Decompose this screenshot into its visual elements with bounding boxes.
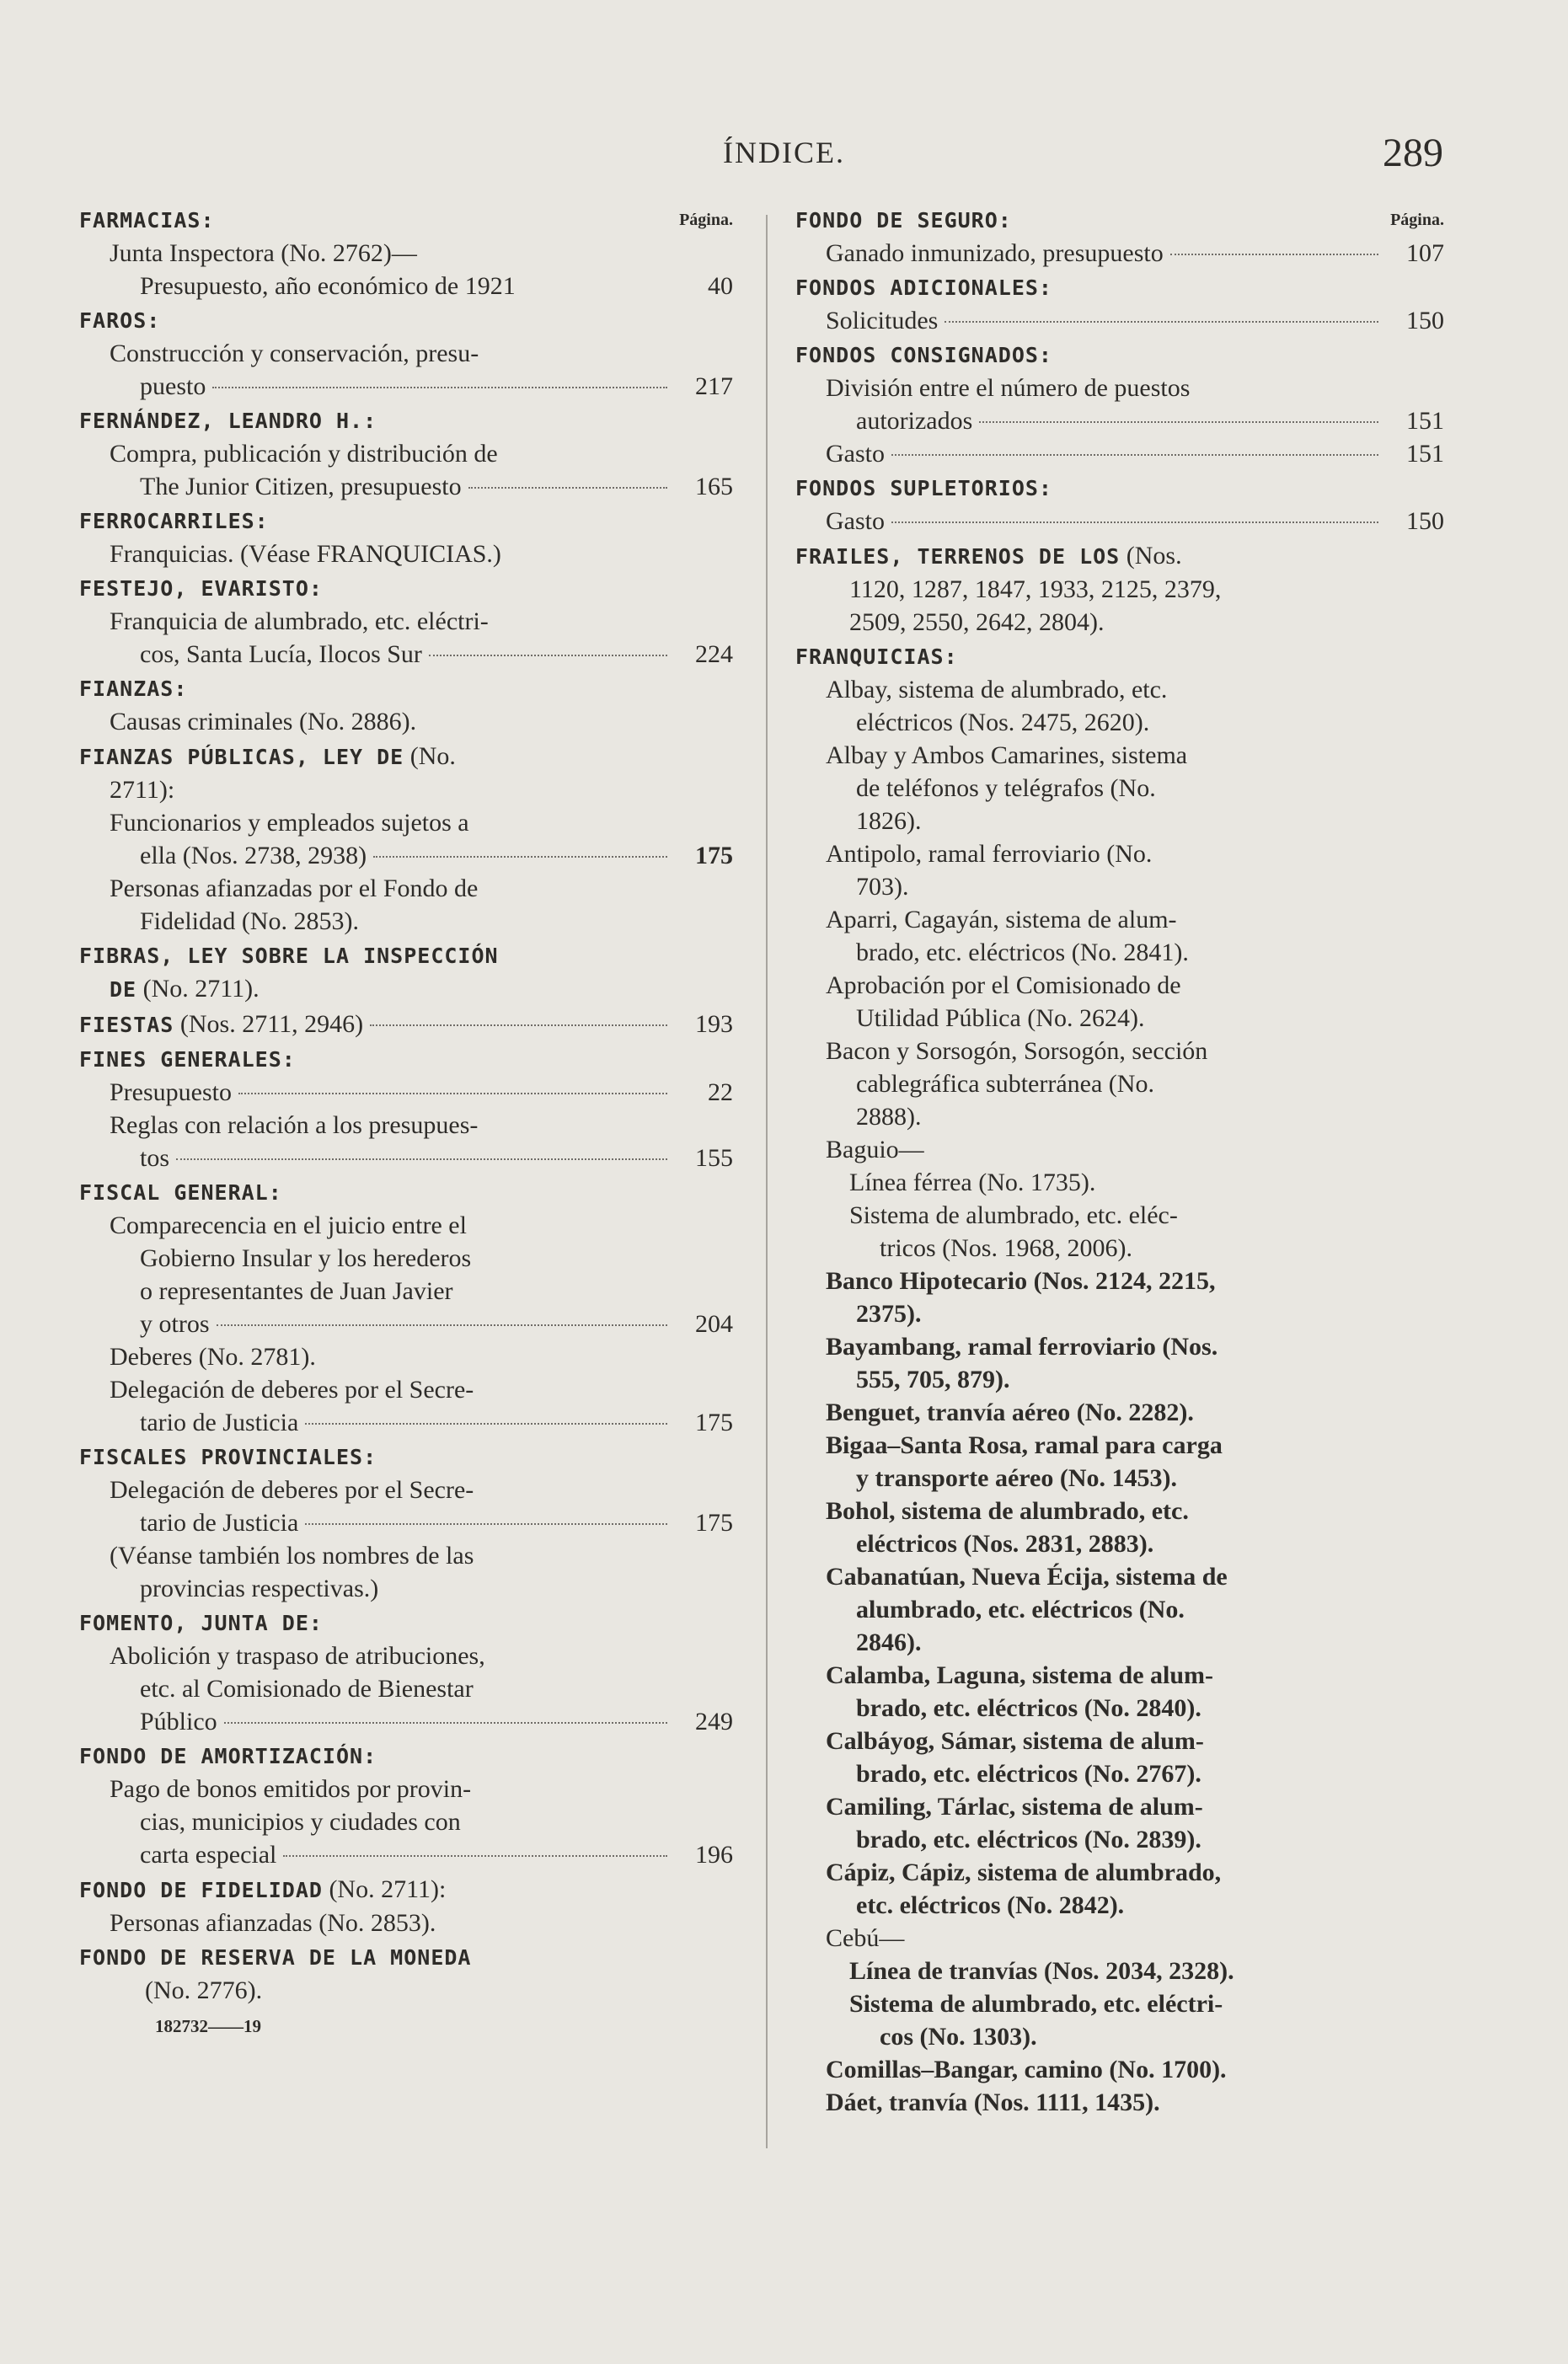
entry-heading: FESTEJO, EVARISTO: <box>79 576 323 601</box>
list-item <box>795 2053 1444 2086</box>
entry-heading: FOMENTO, JUNTA DE: <box>79 1611 323 1635</box>
entry-line: Albay, sistema de alumbrado, etc. <box>826 676 1168 703</box>
entry-line: eléctricos (Nos. 2831, 2883). <box>856 1530 1154 1558</box>
entry-line: Bayambang, ramal ferroviario (Nos. <box>826 1333 1218 1361</box>
list-item <box>795 1659 1444 1725</box>
entry-farmacias <box>79 204 733 302</box>
entry-line: Cebú— <box>826 1924 905 1952</box>
entry-line: Aparri, Cagayán, sistema de alum- <box>826 906 1177 933</box>
entry-heading: FARMACIAS: <box>79 208 215 233</box>
entry-line: Personas afianzadas (No. 2853). <box>110 1909 436 1937</box>
entry-heading: FIANZAS PÚBLICAS, LEY DE (No. <box>79 742 456 770</box>
entry-line: Junta Inspectora (No. 2762)— <box>110 239 417 267</box>
entry-franquicias <box>795 640 1444 2119</box>
entry-line: cos, Santa Lucía, Ilocos Sur 224 <box>140 640 733 668</box>
entry-line: ella (Nos. 2738, 2938) 175 <box>140 842 733 869</box>
entry-line: tos 155 <box>140 1144 733 1172</box>
entry-line: Bacon y Sorsogón, Sorsogón, sección <box>826 1037 1208 1065</box>
list-item <box>795 739 1444 837</box>
entry-line: 555, 705, 879). <box>856 1366 1010 1393</box>
entry-line: Delegación de deberes por el Secre- <box>110 1476 474 1504</box>
entry-line: 1120, 1287, 1847, 1933, 2125, 2379, <box>849 575 1222 603</box>
entry-line: Causas criminales (No. 2886). <box>110 708 417 735</box>
entry-fiscal-general <box>79 1176 733 1439</box>
baguio-list <box>795 1166 1444 1265</box>
entry-line: y transporte aéreo (No. 1453). <box>856 1464 1178 1492</box>
entry-fianzas-publicas <box>79 740 733 938</box>
entry-line: Calbáyog, Sámar, sistema de alum- <box>826 1727 1204 1755</box>
entry-line: eléctricos (Nos. 2475, 2620). <box>856 709 1150 736</box>
entry-line: (Véanse también los nombres de las <box>110 1542 474 1570</box>
entry-line: Gasto 151 <box>826 440 1444 468</box>
entry-heading: FINES GENERALES: <box>79 1047 296 1072</box>
entry-heading: FONDOS SUPLETORIOS: <box>795 476 1052 500</box>
entry-line: Presupuesto, año económico de 1921 40 <box>140 272 733 300</box>
list-item <box>795 969 1444 1035</box>
list-item <box>795 1199 1444 1265</box>
cebu-list <box>795 1955 1444 2053</box>
entry-heading: FONDO DE RESERVA DE LA MONEDA <box>79 1945 472 1970</box>
list-item <box>795 673 1444 739</box>
entry-heading: FONDOS CONSIGNADOS: <box>795 343 1052 367</box>
entry-line: Gobierno Insular y los herederos <box>140 1244 472 1272</box>
entry-line: Bigaa–Santa Rosa, ramal para carga <box>826 1431 1223 1459</box>
entry-line: Benguet, tranvía aéreo (No. 2282). <box>826 1399 1194 1426</box>
entry-line: Cápiz, Cápiz, sistema de alumbrado, <box>826 1859 1222 1886</box>
left-column <box>79 204 733 2043</box>
entry-line: etc. al Comisionado de Bienestar <box>140 1675 474 1703</box>
entry-line: Comparecencia en el juicio entre el <box>110 1211 467 1239</box>
entry-fondos-supletorios <box>795 472 1444 538</box>
entry-line: Gasto 150 <box>826 507 1444 535</box>
entry-line: o representantes de Juan Javier <box>140 1277 453 1305</box>
entry-line: Antipolo, ramal ferroviario (No. <box>826 840 1153 868</box>
list-item <box>795 1166 1444 1199</box>
list-item <box>795 1495 1444 1560</box>
entry-line: (No. 2776). <box>145 1976 263 2004</box>
entry-line: Bohol, sistema de alumbrado, etc. <box>826 1497 1189 1525</box>
entry-heading: FISCAL GENERAL: <box>79 1180 282 1205</box>
entry-line: Delegación de deberes por el Secre- <box>110 1376 474 1404</box>
entry-ferrocarriles <box>79 505 733 570</box>
entry-line: Comillas–Bangar, camino (No. 1700). <box>826 2056 1227 2083</box>
entry-line: Camiling, Tárlac, sistema de alum- <box>826 1793 1203 1821</box>
entry-line: cablegráfica subterránea (No. <box>856 1070 1154 1098</box>
list-item <box>795 2086 1444 2119</box>
entry-line: Cabanatúan, Nueva Écija, sistema de <box>826 1563 1228 1591</box>
entry-line: alumbrado, etc. eléctricos (No. <box>856 1596 1185 1623</box>
franquicias-list <box>795 1265 1444 1922</box>
right-column <box>795 204 1444 2121</box>
entry-heading: FONDOS ADICIONALES: <box>795 275 1052 300</box>
entry-heading: FERROCARRILES: <box>79 509 269 533</box>
entry-line: brado, etc. eléctricos (No. 2840). <box>856 1694 1201 1722</box>
entry-line: Utilidad Pública (No. 2624). <box>856 1004 1145 1032</box>
entry-heading: FRAILES, TERRENOS DE LOS (Nos. <box>795 542 1182 570</box>
entry-line: 2375). <box>856 1300 922 1328</box>
entry-line: brado, etc. eléctricos (No. 2839). <box>856 1826 1201 1853</box>
list-item <box>795 1265 1444 1330</box>
list-item <box>795 837 1444 903</box>
list-item <box>795 1725 1444 1790</box>
entry-line: Sistema de alumbrado, etc. eléc- <box>849 1201 1178 1229</box>
entry-faros <box>79 304 733 403</box>
pagina-label: Página. <box>679 211 733 229</box>
entry-heading: FAROS: <box>79 308 161 333</box>
entry-line: 2846). <box>856 1629 922 1656</box>
entry-fondo-fidelidad <box>79 1873 733 1939</box>
entry-line: etc. eléctricos (No. 2842). <box>856 1891 1125 1919</box>
entry-line: 1826). <box>856 807 922 835</box>
entry-heading: FRANQUICIAS: <box>795 644 958 669</box>
entry-line: brado, etc. eléctricos (No. 2767). <box>856 1760 1201 1788</box>
entry-fondos-adicionales <box>795 271 1444 337</box>
entry-line: Fidelidad (No. 2853). <box>140 907 359 935</box>
entry-fibras <box>79 939 733 1006</box>
entry-line: Franquicia de alumbrado, etc. eléctri- <box>110 607 489 635</box>
entry-line: Calamba, Laguna, sistema de alum- <box>826 1661 1214 1689</box>
entry-line: 2888). <box>856 1103 922 1131</box>
entry-line: DE (No. 2711). <box>110 975 260 1003</box>
list-item <box>795 1856 1444 1922</box>
entry-fondo-reserva <box>79 1941 733 2007</box>
running-header: ÍNDICE. <box>723 136 845 169</box>
entry-line: tricos (Nos. 1968, 2006). <box>880 1234 1132 1262</box>
list-item <box>795 903 1444 969</box>
entry-line: Público 249 <box>140 1708 733 1736</box>
entry-fiscales-provinciales <box>79 1441 733 1605</box>
entry-fines-generales <box>79 1043 733 1174</box>
entry-heading: FISCALES PROVINCIALES: <box>79 1445 377 1469</box>
franquicias-list <box>795 2053 1444 2119</box>
entry-line: Abolición y traspaso de atribuciones, <box>110 1642 485 1670</box>
entry-line: Línea de tranvías (Nos. 2034, 2328). <box>849 1957 1234 1985</box>
printer-signature: 182732——19 <box>155 2016 261 2036</box>
entry-heading: FIBRAS, LEY SOBRE LA INSPECCIÓN <box>79 944 499 968</box>
entry-line: tario de Justicia 175 <box>140 1509 733 1537</box>
entry-fondos-consignados <box>795 339 1444 470</box>
pagina-label: Página. <box>1390 211 1444 229</box>
entry-line: Aprobación por el Comisionado de <box>826 971 1181 999</box>
entry-heading: FERNÁNDEZ, LEANDRO H.: <box>79 409 377 433</box>
entry-line: cos (No. 1303). <box>880 2023 1037 2051</box>
entry-line: Banco Hipotecario (Nos. 2124, 2215, <box>826 1267 1216 1295</box>
entry-frailes <box>795 539 1444 639</box>
entry-line: tario de Justicia 175 <box>140 1409 733 1436</box>
entry-line: División entre el número de puestos <box>826 374 1191 402</box>
entry-fianzas <box>79 672 733 738</box>
entry-line: provincias respectivas.) <box>140 1575 379 1602</box>
franquicias-list <box>795 673 1444 1133</box>
entry-line: Línea férrea (No. 1735). <box>849 1169 1096 1196</box>
entry-line: Solicitudes 150 <box>826 307 1444 334</box>
list-item <box>795 1560 1444 1659</box>
entry-line: cias, municipios y ciudades con <box>140 1808 461 1836</box>
list-item <box>795 1429 1444 1495</box>
entry-line: Dáet, tranvía (Nos. 1111, 1435). <box>826 2089 1160 2116</box>
list-item <box>795 1955 1444 1987</box>
entry-line: Deberes (No. 2781). <box>110 1343 316 1371</box>
entry-festejo <box>79 572 733 671</box>
list-item <box>795 1330 1444 1396</box>
entry-line: autorizados 151 <box>856 407 1444 435</box>
entry-line: de teléfonos y telégrafos (No. <box>856 774 1156 802</box>
entry-fomento <box>79 1607 733 1738</box>
list-item <box>795 1790 1444 1856</box>
entry-line: Ganado inmunizado, presupuesto 107 <box>826 239 1444 267</box>
page-number: 289 <box>1383 131 1443 175</box>
entry-line: carta especial 196 <box>140 1841 733 1869</box>
entry-line: 703). <box>856 873 909 901</box>
entry-heading: FIANZAS: <box>79 677 188 701</box>
entry-fondo-seguro <box>795 204 1444 270</box>
entry-line: The Junior Citizen, presupuesto 165 <box>140 473 733 500</box>
entry-line: 2711): <box>110 776 175 804</box>
entry-fondo-amortizacion <box>79 1740 733 1871</box>
entry-heading: FONDO DE AMORTIZACIÓN: <box>79 1744 377 1768</box>
entry-line: Personas afianzadas por el Fondo de <box>110 874 479 902</box>
entry-line: 2509, 2550, 2642, 2804). <box>849 608 1105 636</box>
entry-line: puesto 217 <box>140 372 733 400</box>
entry-heading: FONDO DE FIDELIDAD (No. 2711): <box>79 1875 447 1903</box>
entry-line: Reglas con relación a los presupues- <box>110 1111 479 1139</box>
column-divider <box>766 215 768 2148</box>
entry-fernandez <box>79 404 733 503</box>
entry-line: Presupuesto 22 <box>110 1078 733 1106</box>
entry-fiestas: FIESTAS (Nos. 2711, 2946) 193 <box>79 1010 733 1038</box>
entry-line: Franquicias. (Véase FRANQUICIAS.) <box>110 540 501 568</box>
entry-line: Sistema de alumbrado, etc. eléctri- <box>849 1990 1223 2018</box>
entry-heading: FONDO DE SEGURO: <box>795 208 1012 233</box>
entry-line: Pago de bonos emitidos por provin- <box>110 1775 472 1803</box>
entry-line: y otros 204 <box>140 1310 733 1338</box>
list-item <box>795 1987 1444 2053</box>
entry-line: brado, etc. eléctricos (No. 2841). <box>856 939 1189 966</box>
list-item <box>795 1035 1444 1133</box>
entry-line: Funcionarios y empleados sujetos a <box>110 809 469 837</box>
entry-line: Construcción y conservación, presu- <box>110 340 479 367</box>
entry-line: Baguio— <box>826 1136 924 1163</box>
entry-line: Compra, publicación y distribución de <box>110 440 498 468</box>
entry-line: Albay y Ambos Camarines, sistema <box>826 741 1188 769</box>
list-item <box>795 1396 1444 1429</box>
